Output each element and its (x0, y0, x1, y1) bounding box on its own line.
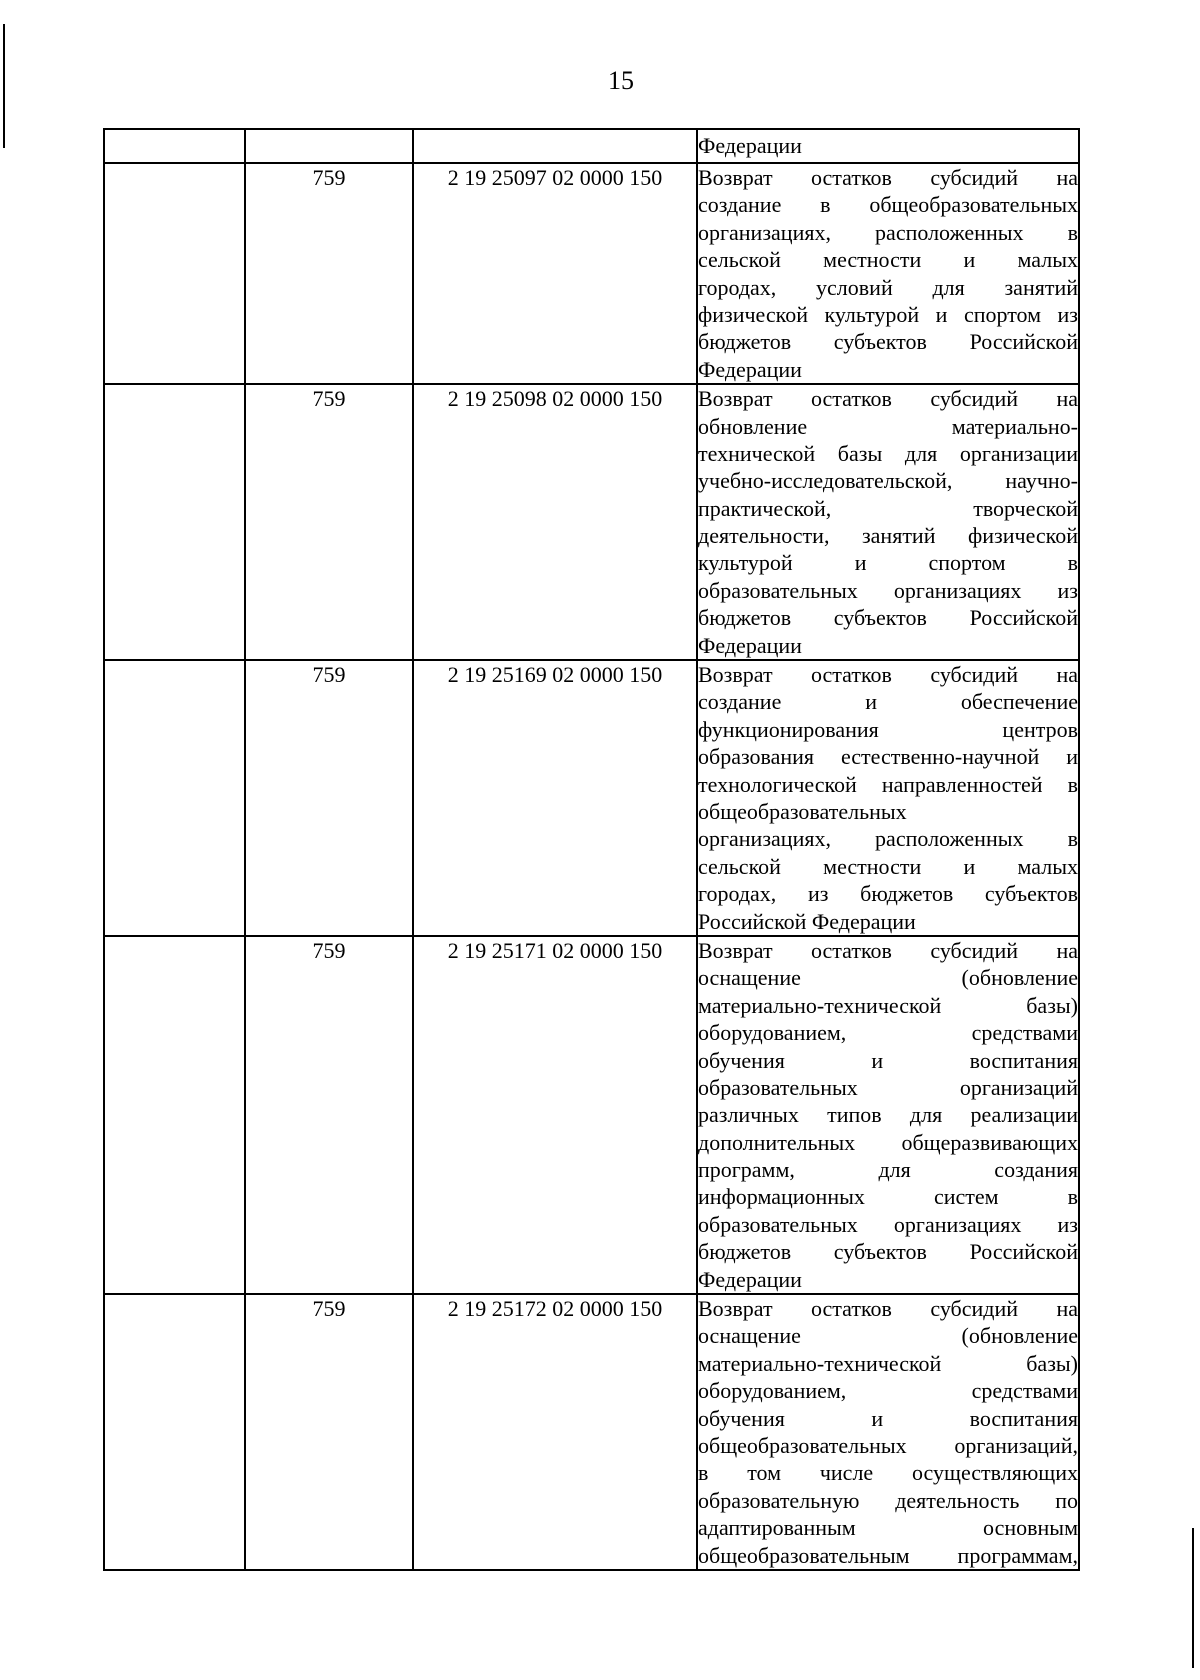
name-line: сельской местности и малых (698, 247, 1078, 273)
admin-code-cell: 759 (245, 384, 413, 660)
budget-code-cell: 2 19 25098 02 0000 150 (413, 384, 697, 660)
table-row-continuation (104, 129, 1079, 163)
name-line: общеобразовательных (698, 798, 907, 824)
name-line: Российской Федерации (698, 908, 916, 934)
name-line: городах, условий для занятий (698, 274, 1078, 300)
page-number: 15 (608, 66, 634, 95)
name-line: практической, творческой (698, 495, 1078, 521)
name-line: Возврат остатков субсидий на (698, 1296, 1078, 1322)
name-line: образовательных организаций (698, 1074, 1078, 1100)
name-line: материально-технической базы) (698, 1350, 1078, 1376)
name-line: обучения и воспитания (698, 1047, 1078, 1073)
name-line: обновление материально- (698, 413, 1078, 439)
name-line: деятельности, занятий физической (698, 523, 1078, 549)
table-row (104, 384, 1079, 660)
table-cell-name (697, 129, 1079, 163)
name-line: бюджетов субъектов Российской (698, 329, 1078, 355)
budget-code-cell: 2 19 25097 02 0000 150 (413, 163, 697, 384)
admin-code-cell: 759 (245, 1294, 413, 1570)
name-line: информационных систем в (698, 1184, 1078, 1210)
table-cell-empty (104, 660, 245, 936)
name-line: учебно-исследовательской, научно- (698, 468, 1078, 494)
name-line: оснащение (обновление (698, 1323, 1078, 1349)
revenue-name-cell (697, 163, 1079, 384)
name-line: организациях, расположенных в (698, 219, 1078, 245)
name-line: оснащение (обновление (698, 965, 1078, 991)
budget-code-cell: 2 19 25172 02 0000 150 (413, 1294, 697, 1570)
name-line: физической культурой и спортом из (698, 301, 1078, 327)
table-cell-empty (245, 129, 413, 163)
name-line: Возврат остатков субсидий на (698, 386, 1078, 412)
table-cell-empty (104, 1294, 245, 1570)
name-line: дополнительных общеразвивающих (698, 1129, 1078, 1155)
name-line: программ, для создания (698, 1157, 1078, 1183)
name-line: обучения и воспитания (698, 1405, 1078, 1431)
name-line: образовательных организациях из (698, 577, 1078, 603)
table-cell-empty (104, 384, 245, 660)
name-line: оборудованием, средствами (698, 1378, 1078, 1404)
name-line: материально-технической базы) (698, 992, 1078, 1018)
table-body (104, 129, 1079, 1570)
name-line: создание в общеобразовательных (698, 192, 1078, 218)
admin-code-cell: 759 (245, 936, 413, 1294)
name-line: технологической направленностей в (698, 771, 1078, 797)
name-line: оборудованием, средствами (698, 1020, 1078, 1046)
table-row (104, 936, 1079, 1294)
scan-margin-line-right (1192, 1528, 1194, 1668)
revenue-name-cell (697, 936, 1079, 1294)
name-line: Возврат остатков субсидий на (698, 662, 1078, 688)
revenue-name-cell (697, 1294, 1079, 1570)
table-row (104, 660, 1079, 936)
name-line: общеобразовательных организаций, (698, 1432, 1078, 1458)
name-line: Федерации (698, 1266, 802, 1292)
name-line: образовательную деятельность по (698, 1487, 1078, 1513)
budget-codes-table (103, 128, 1080, 1571)
table-cell-empty (104, 129, 245, 163)
table-cell-empty (413, 129, 697, 163)
table-cell-empty (104, 163, 245, 384)
admin-code-cell: 759 (245, 163, 413, 384)
admin-code-cell: 759 (245, 660, 413, 936)
name-line: функционирования центров (698, 716, 1078, 742)
name-line: образовательных организациях из (698, 1211, 1078, 1237)
table-cell-empty (104, 936, 245, 1294)
budget-code-cell: 2 19 25171 02 0000 150 (413, 936, 697, 1294)
name-line: бюджетов субъектов Российской (698, 1239, 1078, 1265)
name-line: Федерации (698, 133, 802, 158)
name-line: городах, из бюджетов субъектов (698, 881, 1078, 907)
name-line: культурой и спортом в (698, 550, 1078, 576)
name-line: общеобразовательным программам, (698, 1542, 1078, 1568)
name-line: бюджетов субъектов Российской (698, 605, 1078, 631)
name-line: Федерации (698, 632, 802, 658)
name-line: Возврат остатков субсидий на (698, 937, 1078, 963)
name-line: сельской местности и малых (698, 853, 1078, 879)
name-line: Федерации (698, 356, 802, 382)
name-line: адаптированным основным (698, 1515, 1078, 1541)
revenue-name-cell (697, 660, 1079, 936)
name-line: Возврат остатков субсидий на (698, 165, 1078, 190)
budget-code-cell: 2 19 25169 02 0000 150 (413, 660, 697, 936)
name-line: в том числе осуществляющих (698, 1460, 1078, 1486)
name-line: различных типов для реализации (698, 1102, 1078, 1128)
table-row (104, 1294, 1079, 1570)
name-line: организациях, расположенных в (698, 826, 1078, 852)
name-line: образования естественно-научной и (698, 744, 1078, 770)
name-line: создание и обеспечение (698, 689, 1078, 715)
name-line: технической базы для организации (698, 440, 1078, 466)
table-row (104, 163, 1079, 384)
revenue-name-cell (697, 384, 1079, 660)
